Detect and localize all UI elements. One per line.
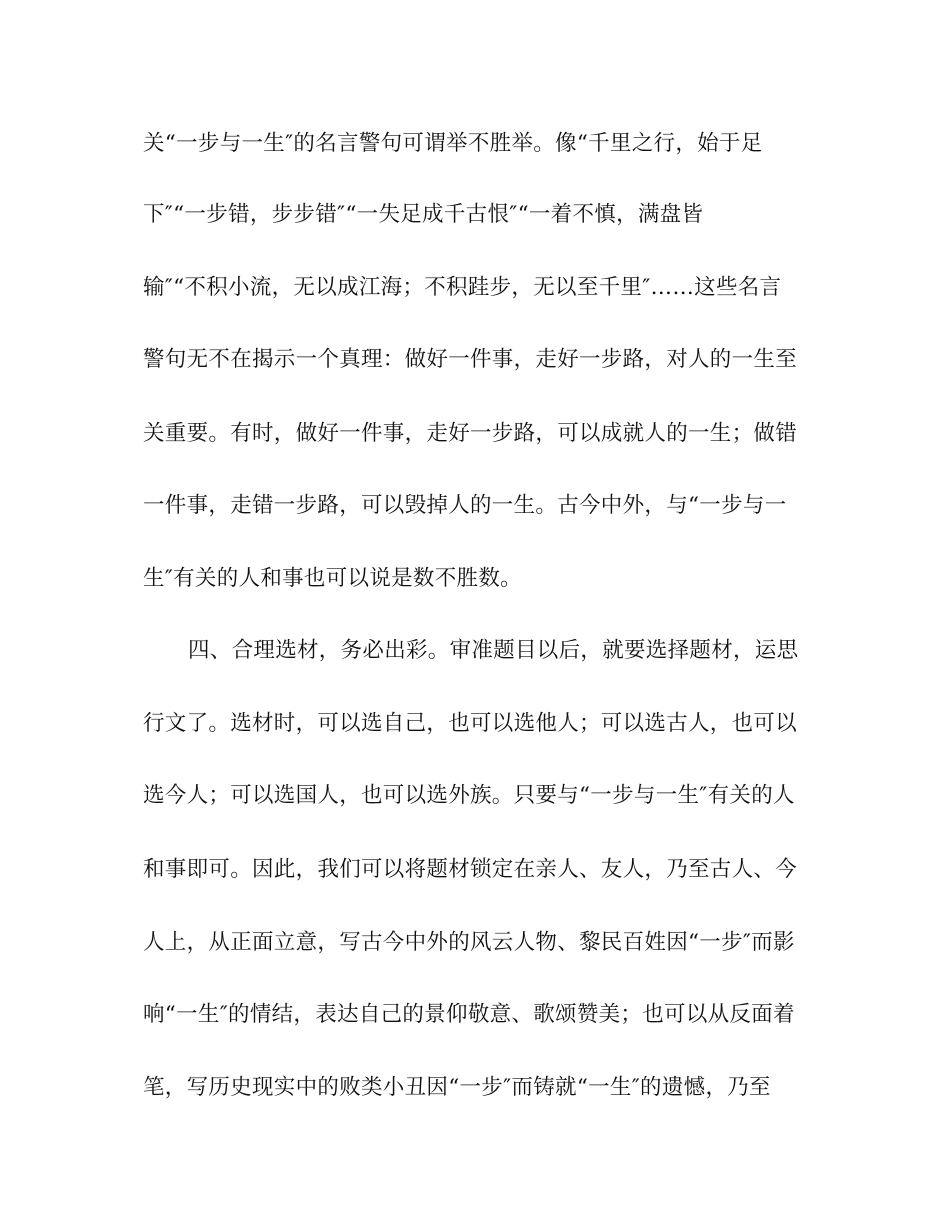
text-line-9: 行文了。选材时，可以选自己，也可以选他人；可以选古人，也可以 <box>143 711 798 736</box>
text-line-13: 响“一生″的情结，表达自己的景仰敬意、歌颂赞美；也可以从反面着 <box>143 1002 795 1027</box>
paragraph-4-first-line: 四、合理选材，务必出彩。审准题目以后，就要选择题材，运思 <box>188 638 799 663</box>
text-line-12: 人上，从正面立意，写古今中外的风云人物、黎民百姓因“一步″而影 <box>143 930 795 955</box>
text-line-4: 警句无不在揭示一个真理：做好一件事，走好一步路，对人的一生至 <box>143 347 798 372</box>
text-line-5: 关重要。有时，做好一件事，走好一步路，可以成就人的一生；做错 <box>143 421 798 446</box>
text-line-7: 生″有关的人和事也可以说是数不胜数。 <box>143 566 522 591</box>
text-line-10: 选今人；可以选国人，也可以选外族。只要与“一步与一生″有关的人 <box>143 783 795 808</box>
text-line-1: 关“一步与一生″的名言警句可谓举不胜举。像“千里之行，始于足 <box>143 131 763 156</box>
text-line-3: 输″“不积小流，无以成江海；不积跬步，无以至千里″……这些名言 <box>143 275 782 300</box>
text-line-11: 和事即可。因此，我们可以将题材锁定在亲人、友人，乃至古人、今 <box>143 857 798 882</box>
text-line-6: 一件事，走错一步路，可以毁掉人的一生。古今中外，与“一步与一 <box>143 493 787 518</box>
text-line-2: 下″“一步错，步步错″“一失足成千古恨″“一着不慎，满盘皆 <box>143 202 704 227</box>
text-line-14: 笔，写历史现实中的败类小丑因“一步″而铸就“一生″的遗憾，乃至 <box>143 1075 771 1100</box>
